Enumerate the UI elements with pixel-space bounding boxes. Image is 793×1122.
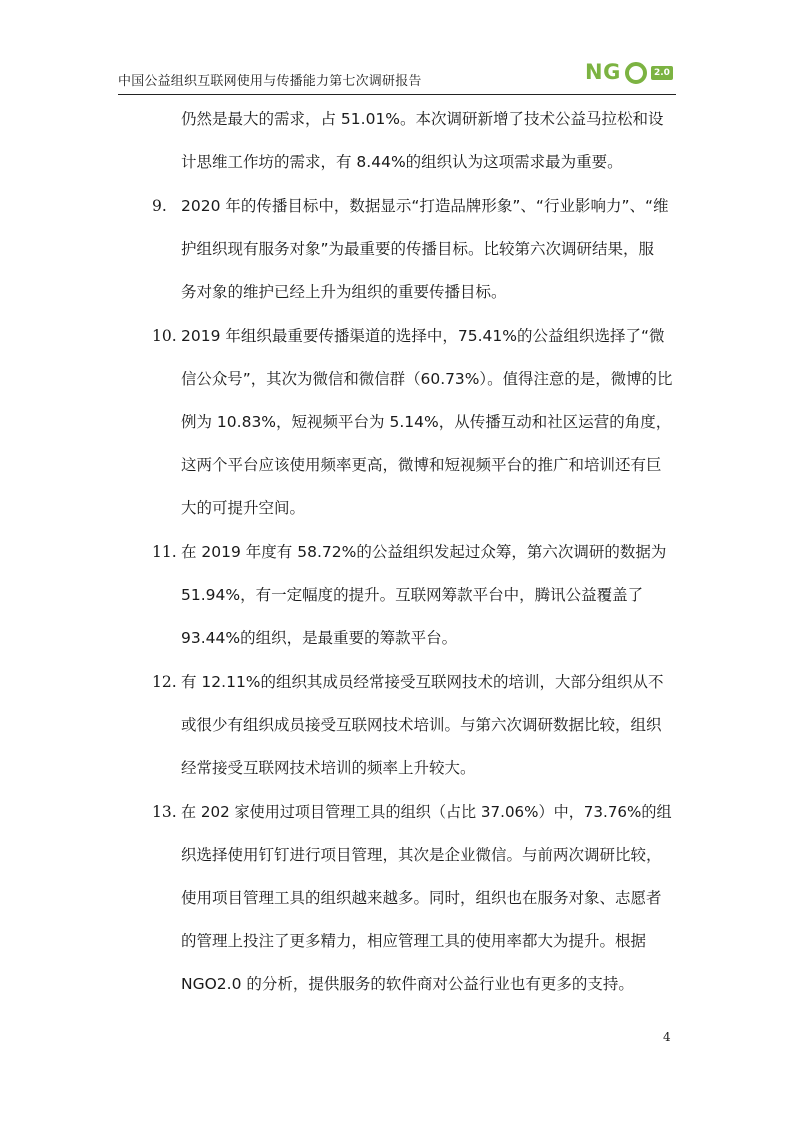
item-number: 13. bbox=[152, 803, 177, 821]
logo-badge: 2.0 bbox=[651, 66, 673, 80]
header-title: 中国公益组织互联网使用与传播能力第七次调研报告 bbox=[118, 74, 422, 89]
text-line: 51.94%，有一定幅度的提升。互联网筹款平台中，腾讯公益覆盖了 bbox=[181, 586, 644, 604]
item-number: 10. bbox=[152, 327, 177, 345]
text-line: 护组织现有服务对象”为最重要的传播目标。比较第六次调研结果，服 bbox=[181, 240, 655, 258]
page-number: 4 bbox=[663, 1030, 671, 1044]
logo-text: NG bbox=[585, 60, 621, 84]
text-line: 的管理上投注了更多精力，相应管理工具的使用率都大为提升。根据 bbox=[181, 932, 647, 950]
text-line: 在 202 家使用过项目管理工具的组织（占比 37.06%）中，73.76%的组 bbox=[181, 803, 672, 821]
text-line: 或很少有组织成员接受互联网技术培训。与第六次调研数据比较，组织 bbox=[181, 716, 662, 734]
text-line: 仍然是最大的需求，占 51.01%。本次调研新增了技术公益马拉松和设 bbox=[181, 110, 664, 128]
text-line: 2019 年组织最重要传播渠道的选择中，75.41%的公益组织选择了“微 bbox=[181, 327, 665, 345]
item-number: 11. bbox=[152, 543, 177, 561]
text-line: 在 2019 年度有 58.72%的公益组织发起过众筹，第六次调研的数据为 bbox=[181, 543, 667, 561]
text-line: 务对象的维护已经上升为组织的重要传播目标。 bbox=[181, 283, 507, 301]
text-line: 93.44%的组织，是最重要的筹款平台。 bbox=[181, 629, 458, 647]
text-line: 大的可提升空间。 bbox=[181, 499, 306, 517]
text-line: 信公众号”，其次为微信和微信群（60.73%）。值得注意的是，微博的比 bbox=[181, 370, 673, 388]
text-line: 织选择使用钉钉进行项目管理，其次是企业微信。与前两次调研比较， bbox=[181, 846, 662, 864]
text-line: 例为 10.83%，短视频平台为 5.14%，从传播互动和社区运营的角度， bbox=[181, 413, 672, 431]
text-line: 经常接受互联网技术培训的频率上升较大。 bbox=[181, 759, 476, 777]
text-line: 这两个平台应该使用频率更高，微博和短视频平台的推广和培训还有巨 bbox=[181, 456, 662, 474]
text-line: 2020 年的传播目标中，数据显示“打造品牌形象”、“行业影响力”、“维 bbox=[181, 197, 669, 215]
item-number: 9. bbox=[152, 197, 167, 215]
text-line: 有 12.11%的组织其成员经常接受互联网技术的培训，大部分组织从不 bbox=[181, 673, 664, 691]
text-line: NGO2.0 的分析，提供服务的软件商对公益行业也有更多的支持。 bbox=[181, 975, 634, 993]
item-number: 12. bbox=[152, 673, 177, 691]
text-line: 计思维工作坊的需求，有 8.44%的组织认为这项需求最为重要。 bbox=[181, 153, 623, 171]
text-line: 使用项目管理工具的组织越来越多。同时，组织也在服务对象、志愿者 bbox=[181, 889, 662, 907]
